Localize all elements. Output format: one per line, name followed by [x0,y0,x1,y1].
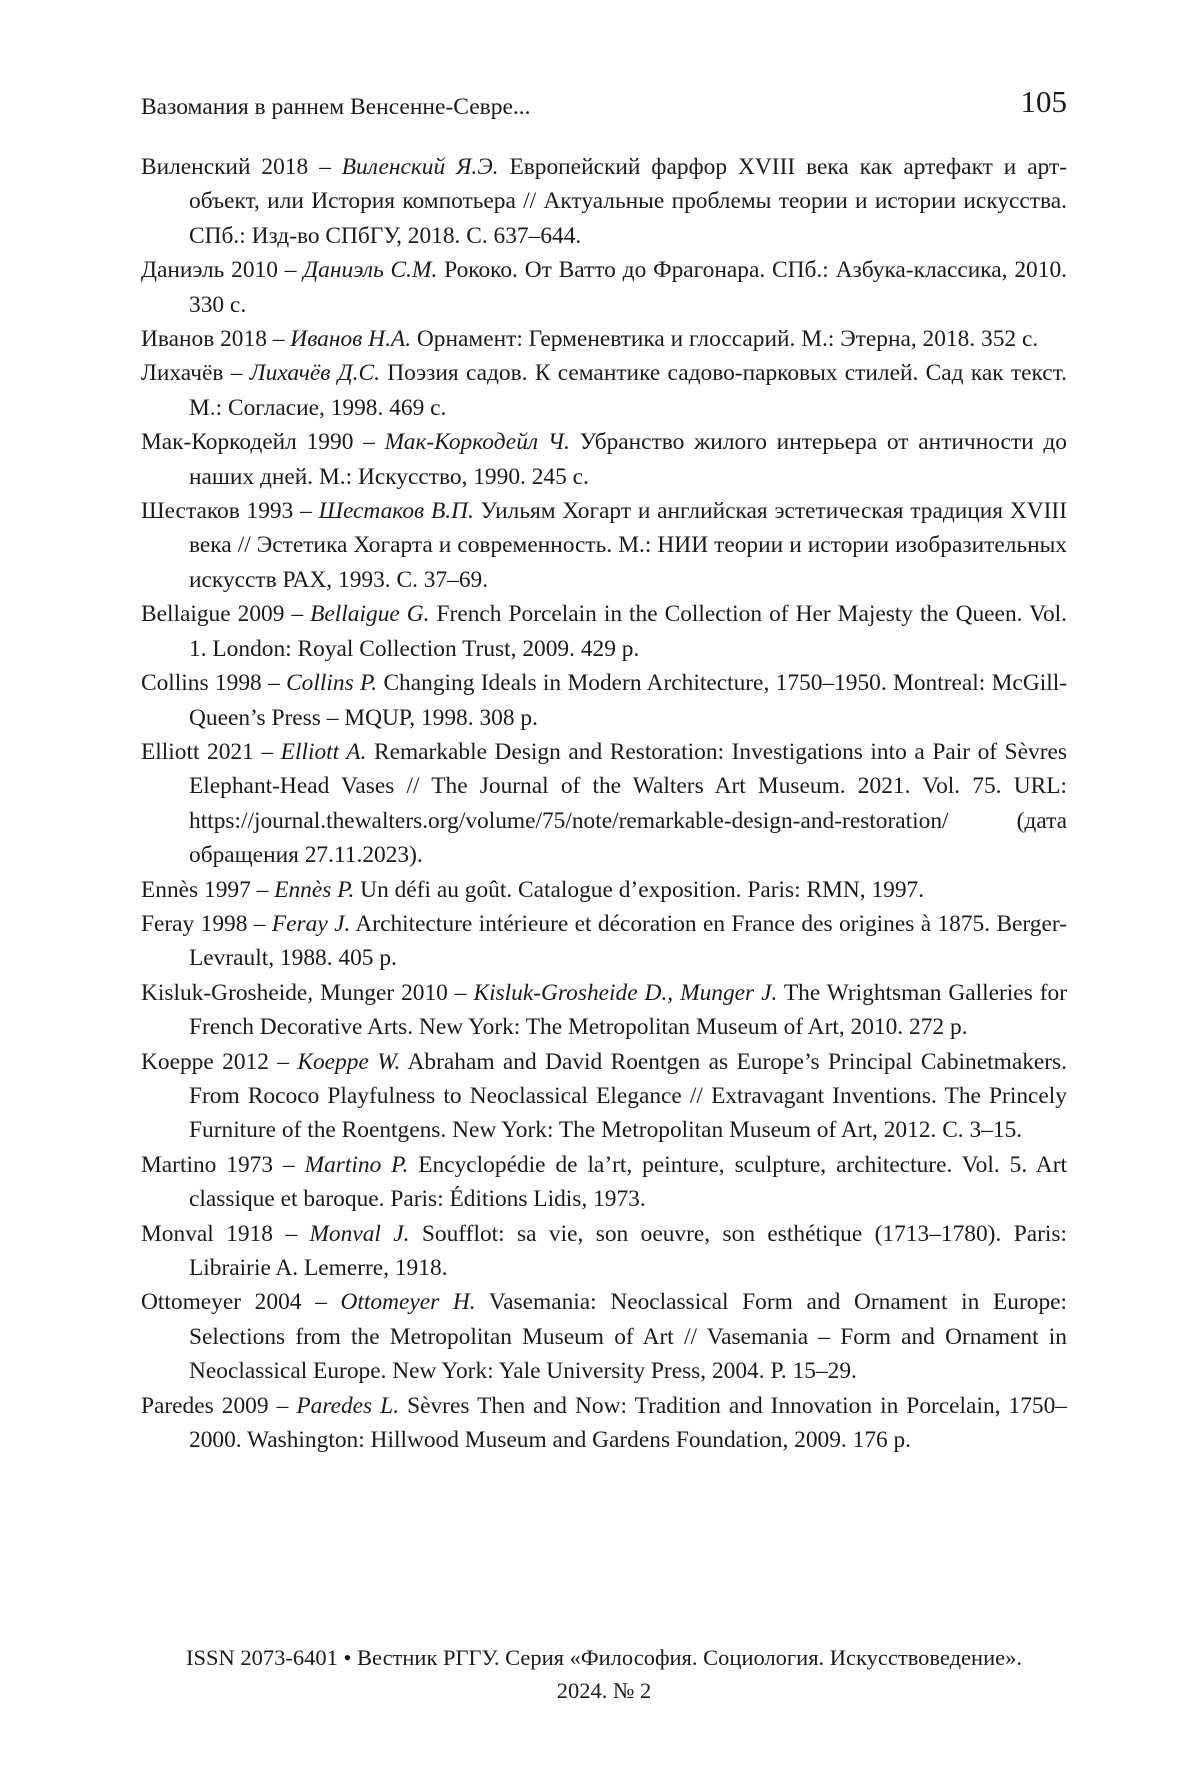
reference-key: Collins 1998 – [141,670,287,697]
reference-text: Убранство жилого интерьера от античности до наших дней. М.: Искусство, 1990. 245 с. [189,429,1067,490]
reference-text: Орнамент: Герменевтика и глоссарий. М.: Этерна, 2018. 352 с. [411,326,1039,353]
bibliography-list [141,150,1067,1457]
reference-entry [141,1045,1067,1148]
reference-entry [141,1217,1067,1286]
reference-key: Feray 1998 – [141,910,272,937]
reference-text: Un défi au goût. Catalogue d’exposition. Paris: RMN, 1997. [354,876,925,903]
reference-author: Kisluk-Grosheide D., Munger J. [473,979,778,1006]
reference-text: Soufflot: sa vie, son oeuvre, son esthétique (1713–1780). Paris: Librairie A. Lemerre, 1918. [189,1220,1067,1281]
reference-author: Bellaigue G. [310,601,430,628]
reference-entry [141,976,1067,1045]
reference-key: Ottomeyer 2004 – [141,1289,341,1316]
reference-entry [141,597,1067,666]
reference-entry [141,907,1067,976]
reference-author: Ennès P. [274,876,355,903]
reference-key: Виленский 2018 – [141,154,342,180]
reference-text: Рококо. От Ватто до Фрагонара. СПб.: Азбука-классика, 2010. 330 с. [189,257,1067,318]
reference-text: Уильям Хогарт и английская эстетическая традиция XVIII века // Эстетика Хогарта и современность. М.: НИИ теории и истории изобразительных искусств РАХ, 1993. С. 37–69. [189,498,1067,593]
page-footer [141,1641,1067,1707]
reference-author: Koeppe W. [297,1048,401,1075]
reference-entry [141,735,1067,873]
reference-key: Ennès 1997 – [141,876,275,903]
reference-text: The Wrightsman Galleries for French Decorative Arts. New York: The Metropolitan Museum of Art, 2010. 272 p. [189,979,1068,1041]
reference-entry [141,1148,1067,1217]
reference-entry [141,1285,1067,1388]
reference-entry [141,494,1067,597]
reference-author: Шестаков В.П. [318,498,474,525]
reference-entry [141,425,1067,494]
page-header [141,84,1067,128]
reference-key: Лихачёв – [141,360,250,387]
reference-entry [141,666,1067,735]
reference-author: Monval J. [309,1220,410,1247]
footer-journal-line: ISSN 2073-6401 • Вестник РГГУ. Серия «Философия. Социология. Искусствоведение». [186,1645,1022,1670]
reference-text: Encyclopédie de la’rt, peinture, sculpture, architecture. Vol. 5. Art classique et baroque. Paris: Éditions Lidis, 1973. [189,1151,1067,1213]
reference-entry [141,873,1067,907]
reference-text: Architecture intérieure et décoration en France des origines à 1875. Berger-Levrault, 1988. 405 p. [189,910,1067,972]
reference-author: Мак-Коркодейл Ч. [384,429,570,456]
running-title: Вазомания в раннем Венсенне-Севре... [141,94,531,120]
reference-text: Поэзия садов. К семантике садово-парковых стилей. Сад как текст. М.: Согласие, 1998. 469 с. [189,360,1068,421]
reference-author: Ottomeyer H. [340,1289,476,1316]
reference-key: Шестаков 1993 – [141,498,319,525]
reference-key: Kisluk-Grosheide, Munger 2010 – [141,979,474,1006]
reference-key: Koeppe 2012 – [141,1048,298,1075]
reference-text: Remarkable Design and Restoration: Investigations into a Pair of Sèvres Elephant-Head Vases // The Journal of the Walters Art Museum. 2021. Vol. 75. URL: https://journal.thewalters.org/volume/75/note/remarkable-design-and-restoration/ (дата обращения 27.11.2023). [189,738,1067,869]
reference-text: Changing Ideals in Modern Architecture, 1750–1950. Montreal: McGill-Queen’s Press – MQUP, 1998. 308 p. [189,670,1067,731]
reference-key: Bellaigue 2009 – [141,601,311,628]
reference-author: Иванов Н.А. [290,326,412,353]
reference-author: Collins P. [286,670,378,697]
reference-entry [141,253,1067,322]
reference-text: Sèvres Then and Now: Tradition and Innovation in Porcelain, 1750–2000. Washington: Hillwood Museum and Gardens Foundation, 2009. 176 p. [189,1392,1068,1454]
reference-author: Martino P. [304,1151,409,1178]
reference-author: Feray J. [271,910,351,937]
reference-author: Paredes L. [296,1392,400,1419]
reference-key: Иванов 2018 – [141,326,291,353]
footer-issue-line: 2024. № 2 [556,1678,652,1703]
reference-text: Vasemania: Neoclassical Form and Ornament in Europe: Selections from the Metropolitan Museum of Art // Vasemania – Form and Ornament in Neoclassical Europe. New York: Yale University Press, 2004. P. 15–29. [189,1289,1068,1385]
reference-entry [141,356,1067,425]
reference-key: Даниэль 2010 – [141,257,304,284]
reference-key: Elliott 2021 – [141,738,281,765]
reference-key: Martino 1973 – [141,1151,305,1178]
reference-key: Paredes 2009 – [141,1392,297,1419]
reference-text: Abraham and David Roentgen as Europe’s Principal Cabinetmakers. From Rococo Playfulness to Neoclassical Elegance // Extravagant Inventions. The Princely Furniture of the Roentgens. New York: The Metropolitan Museum of Art, 2012. C. 3–15. [189,1048,1068,1144]
reference-key: Monval 1918 – [141,1220,310,1247]
reference-entry [141,322,1067,356]
reference-author: Elliott A. [280,738,367,765]
reference-entry [141,1389,1067,1458]
reference-key: Мак-Коркодейл 1990 – [141,429,385,456]
page-number: 105 [1020,84,1067,119]
reference-text: French Porcelain in the Collection of Her Majesty the Queen. Vol. 1. London: Royal Collection Trust, 2009. 429 p. [189,601,1067,662]
reference-author: Даниэль С.М. [303,257,438,284]
reference-entry [141,150,1067,253]
reference-author: Виленский Я.Э. [341,154,499,180]
reference-text: Европейский фарфор XVIII века как артефакт и арт-объект, или История компотьера // Актуальные проблемы теории и истории искусства. СПб.: Изд-во СПбГУ, 2018. С. 637–644. [189,154,1067,249]
reference-author: Лихачёв Д.С. [249,360,380,387]
